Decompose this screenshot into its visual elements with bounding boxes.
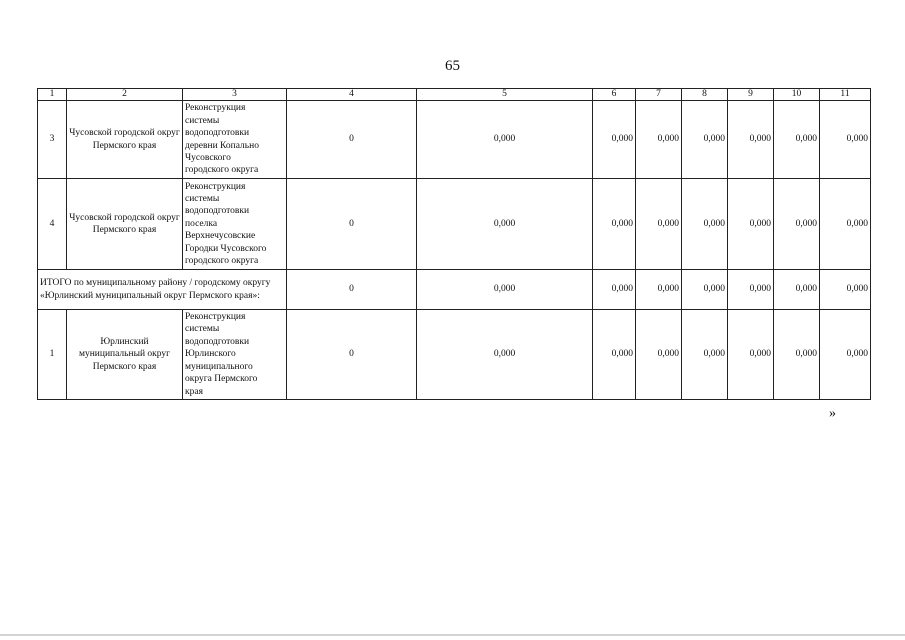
object-line: Верхнечусовские xyxy=(185,231,256,242)
value-cell: 0,000 xyxy=(682,179,728,270)
value-cell: 0 xyxy=(287,179,417,270)
object-line: системы xyxy=(185,324,220,335)
column-header: 10 xyxy=(774,89,820,101)
value-cell: 0,000 xyxy=(417,101,593,179)
table-row xyxy=(38,310,871,400)
table-row xyxy=(38,101,871,179)
row-number: 1 xyxy=(38,310,67,400)
value-cell: 0,000 xyxy=(593,270,636,310)
value-cell: 0,000 xyxy=(728,179,774,270)
value-cell: 0,000 xyxy=(728,310,774,400)
object-cell xyxy=(183,310,287,400)
column-header: 11 xyxy=(820,89,871,101)
value-cell: 0,000 xyxy=(820,101,871,179)
object-line: Реконструкция xyxy=(185,181,246,192)
object-line: городского округа xyxy=(185,256,259,267)
object-line: водоподготовки xyxy=(185,128,250,139)
object-line: системы xyxy=(185,193,220,204)
column-header: 8 xyxy=(682,89,728,101)
value-cell: 0,000 xyxy=(774,270,820,310)
object-line: поселка xyxy=(185,218,218,229)
total-label: ИТОГО по муниципальному району / городскому округу «Юрлинский муниципальный округ Пермского края»: xyxy=(38,270,287,310)
data-table xyxy=(37,88,871,400)
value-cell: 0,000 xyxy=(593,310,636,400)
value-cell: 0,000 xyxy=(682,310,728,400)
object-line: системы xyxy=(185,115,220,126)
object-cell xyxy=(183,179,287,270)
municipality-cell: Юрлинский муниципальный округ Пермского края xyxy=(67,310,183,400)
column-header: 9 xyxy=(728,89,774,101)
value-cell: 0,000 xyxy=(417,270,593,310)
value-cell: 0,000 xyxy=(820,179,871,270)
column-header: 2 xyxy=(67,89,183,101)
object-line: Юрлинского xyxy=(185,349,236,360)
column-header: 5 xyxy=(417,89,593,101)
closing-quote: » xyxy=(829,406,836,421)
object-line: Городки Чусовского xyxy=(185,243,267,254)
value-cell: 0,000 xyxy=(417,179,593,270)
municipality-cell: Чусовской городской округ Пермского края xyxy=(67,101,183,179)
object-cell xyxy=(183,101,287,179)
object-line: водоподготовки xyxy=(185,336,250,347)
row-number: 4 xyxy=(38,179,67,270)
row-number: 3 xyxy=(38,101,67,179)
object-line: водоподготовки xyxy=(185,206,250,217)
value-cell: 0,000 xyxy=(593,179,636,270)
total-row xyxy=(38,270,871,310)
page-number: 65 xyxy=(445,58,460,74)
value-cell: 0,000 xyxy=(636,310,682,400)
column-header-row xyxy=(38,89,871,101)
value-cell: 0,000 xyxy=(417,310,593,400)
value-cell: 0,000 xyxy=(820,270,871,310)
value-cell: 0,000 xyxy=(636,270,682,310)
value-cell: 0 xyxy=(287,101,417,179)
column-header: 6 xyxy=(593,89,636,101)
value-cell: 0,000 xyxy=(774,101,820,179)
value-cell: 0,000 xyxy=(636,101,682,179)
column-header: 1 xyxy=(38,89,67,101)
table-row xyxy=(38,179,871,270)
page-edge-divider xyxy=(0,634,905,636)
object-line: Реконструкция xyxy=(185,312,246,323)
object-line: Чусовского xyxy=(185,152,231,163)
object-line: округа Пермского xyxy=(185,374,258,385)
value-cell: 0,000 xyxy=(774,179,820,270)
municipality-cell: Чусовской городской округ Пермского края xyxy=(67,179,183,270)
value-cell: 0,000 xyxy=(728,270,774,310)
value-cell: 0,000 xyxy=(682,101,728,179)
value-cell: 0,000 xyxy=(820,310,871,400)
object-line: деревни Копально xyxy=(185,140,259,151)
value-cell: 0 xyxy=(287,270,417,310)
column-header: 4 xyxy=(287,89,417,101)
value-cell: 0,000 xyxy=(593,101,636,179)
object-line: Реконструкция xyxy=(185,103,246,114)
object-line: городского округа xyxy=(185,165,259,176)
value-cell: 0,000 xyxy=(682,270,728,310)
object-line: муниципального xyxy=(185,361,253,372)
value-cell: 0 xyxy=(287,310,417,400)
object-line: края xyxy=(185,386,203,397)
value-cell: 0,000 xyxy=(636,179,682,270)
column-header: 3 xyxy=(183,89,287,101)
value-cell: 0,000 xyxy=(774,310,820,400)
column-header: 7 xyxy=(636,89,682,101)
value-cell: 0,000 xyxy=(728,101,774,179)
